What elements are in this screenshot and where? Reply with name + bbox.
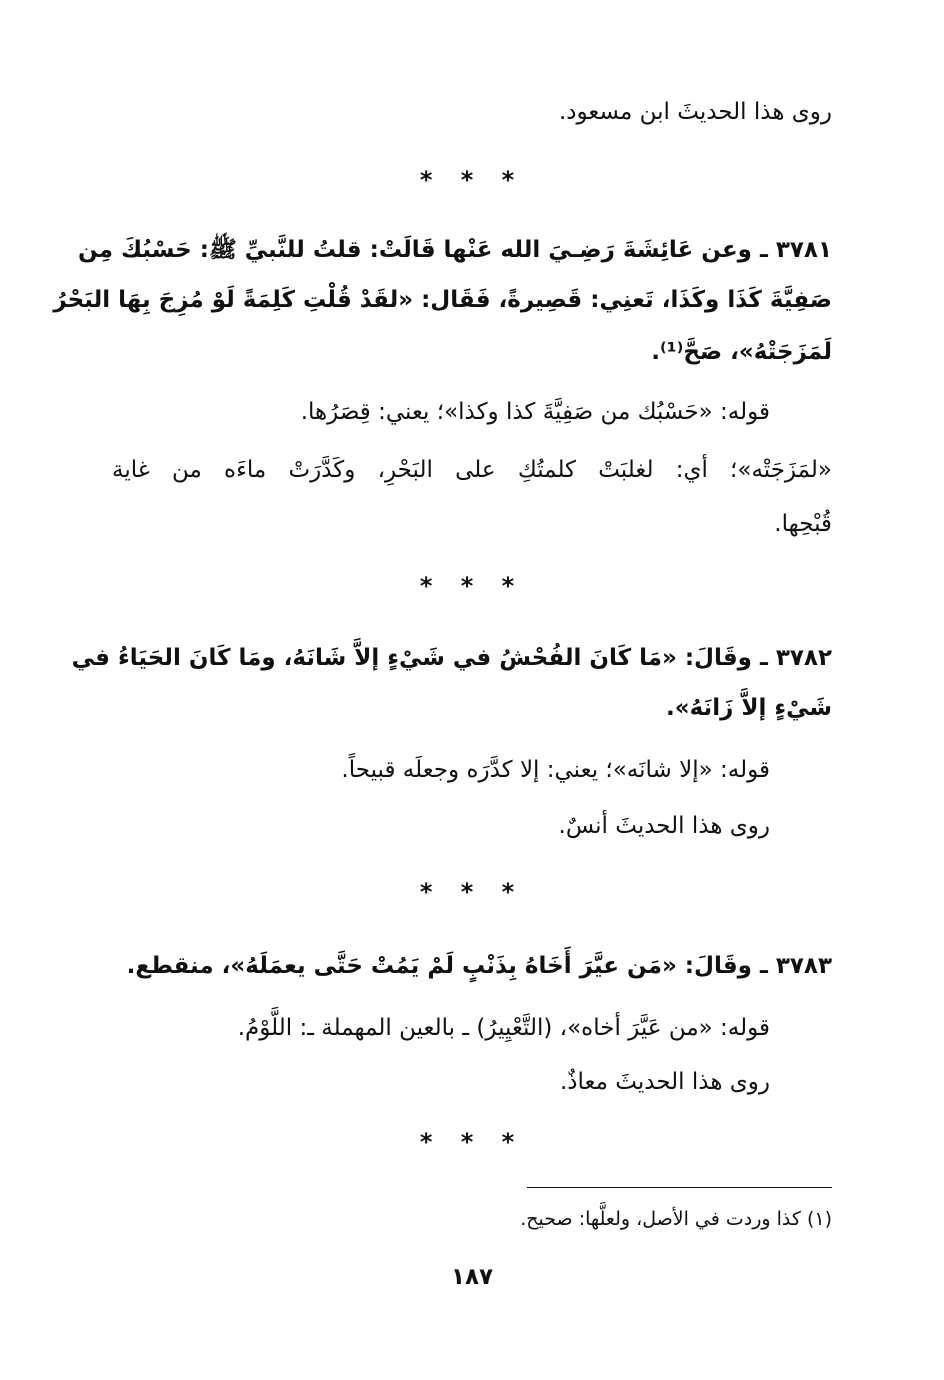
commentary-3783-line-2: روى هذا الحديثَ معاذٌ. — [559, 1069, 770, 1095]
commentary-3781-line-2: «لمَزَجَتْه»؛ أي: لغلبَتْ كلمتُكِ على البَحْرِ، وكَدَّرَتْ ماءَه من غاية — [112, 457, 832, 483]
hadith-3782-line-2: شَيْءٍ إلاَّ زَانَهُ». — [666, 695, 832, 721]
section-separator: * * * — [419, 166, 525, 194]
section-separator: * * * — [419, 878, 525, 906]
commentary-3783-line-1: قوله: «من عَيَّرَ أخاه»، (التَّعْيِيرُ) ـ بالعين المهملة ـ: اللَّوْمُ. — [237, 1015, 770, 1041]
commentary-3781-line-3: قُبْحِها. — [774, 511, 832, 537]
hadith-3781-line-3: لَمَزَجَتْهُ»، صَحَّ⁽¹⁾. — [651, 339, 832, 365]
hadith-3781-line-1: ٣٧٨١ ـ وعن عَائِشَةَ رَضِـيَ الله عَنْها قَالَتْ: قلتُ للنَّبيِّ ﷺ: حَسْبُكَ مِن — [78, 237, 832, 263]
commentary-3782-line-2: روى هذا الحديثَ أنسٌ. — [558, 813, 770, 839]
hadith-3782-line-1: ٣٧٨٢ ـ وقَالَ: «مَا كَانَ الفُحْشُ في شَيْءٍ إلاَّ شَانَهُ، ومَا كَانَ الحَيَاءُ في — [71, 645, 832, 671]
text-line: روى هذا الحديثَ ابن مسعود. — [558, 99, 832, 125]
footnote: (١) كذا وردت في الأصل، ولعلَّها: صحيح. — [520, 1208, 832, 1230]
hadith-3783-line-1: ٣٧٨٣ ـ وقَالَ: «مَن عيَّرَ أَخَاهُ بِذَنْبٍ لَمْ يَمُتْ حَتَّى يعمَلَهُ»، منقطع. — [126, 953, 832, 979]
hadith-3781-line-2: صَفِيَّةَ كَذَا وكَذَا، تَعنِي: قَصِيرةً، فَقَال: «لقَدْ قُلْتِ كَلِمَةً لَوْ مُزِجَ بِهَا البَحْرُ — [53, 287, 832, 313]
page-number: ١٨٧ — [450, 1264, 494, 1290]
section-separator: * * * — [419, 572, 525, 600]
commentary-3781-line-1: قوله: «حَسْبُك من صَفِيَّةَ كذا وكذا»؛ يعني: قِصَرُها. — [300, 399, 770, 425]
section-separator: * * * — [419, 1128, 525, 1156]
commentary-3782-line-1: قوله: «إلا شانَه»؛ يعني: إلا كدَّرَه وجعلَه قبيحاً. — [341, 757, 770, 783]
footnote-divider — [527, 1187, 832, 1188]
